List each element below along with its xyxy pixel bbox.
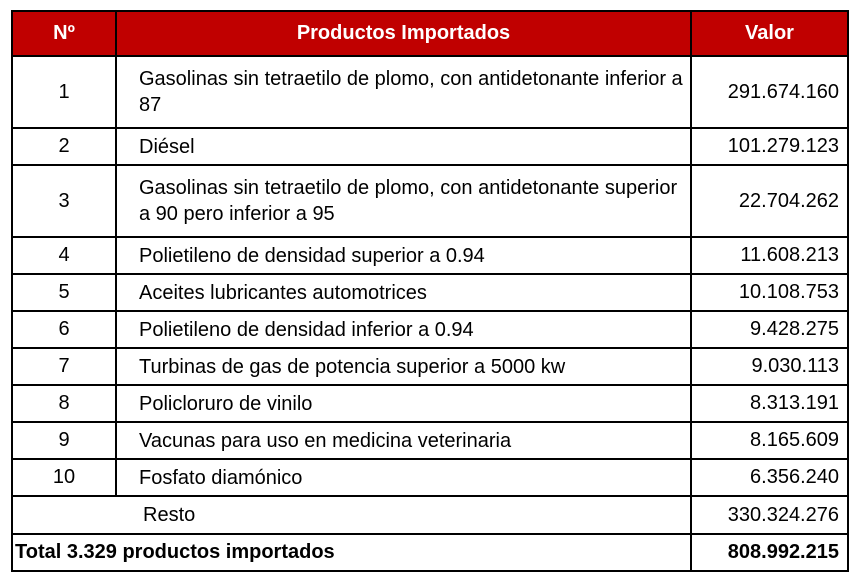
- table-row: [12, 311, 848, 348]
- row-product: Diésel: [116, 128, 691, 165]
- row-product: Vacunas para uso en medicina veterinaria: [116, 422, 691, 459]
- table-row: [12, 385, 848, 422]
- row-value: 22.704.262: [691, 165, 848, 237]
- table-row: [12, 237, 848, 274]
- header-product: Productos Importados: [116, 11, 691, 56]
- row-num: 3: [12, 165, 116, 237]
- total-row: [12, 534, 848, 571]
- imports-table-container: [11, 10, 849, 572]
- row-value: 291.674.160: [691, 56, 848, 128]
- header-value: Valor: [691, 11, 848, 56]
- table-row: [12, 459, 848, 496]
- row-num: 9: [12, 422, 116, 459]
- total-value: 808.992.215: [691, 534, 848, 571]
- row-num: 7: [12, 348, 116, 385]
- table-row: [12, 128, 848, 165]
- row-num: 10: [12, 459, 116, 496]
- row-product: Turbinas de gas de potencia superior a 5000 kw: [116, 348, 691, 385]
- row-product: Policloruro de vinilo: [116, 385, 691, 422]
- imports-table: [11, 10, 849, 572]
- resto-label: Resto: [12, 496, 691, 534]
- row-product: Gasolinas sin tetraetilo de plomo, con antidetonante inferior a 87: [116, 56, 691, 128]
- row-product: Polietileno de densidad superior a 0.94: [116, 237, 691, 274]
- table-header-row: [12, 11, 848, 56]
- row-num: 4: [12, 237, 116, 274]
- row-product: Gasolinas sin tetraetilo de plomo, con antidetonante superior a 90 pero inferior a 95: [116, 165, 691, 237]
- row-num: 8: [12, 385, 116, 422]
- row-value: 10.108.753: [691, 274, 848, 311]
- row-value: 9.428.275: [691, 311, 848, 348]
- row-product: Polietileno de densidad inferior a 0.94: [116, 311, 691, 348]
- row-product: Fosfato diamónico: [116, 459, 691, 496]
- row-value: 9.030.113: [691, 348, 848, 385]
- table-row: [12, 56, 848, 128]
- row-num: 6: [12, 311, 116, 348]
- row-value: 11.608.213: [691, 237, 848, 274]
- row-num: 2: [12, 128, 116, 165]
- table-row: [12, 422, 848, 459]
- table-row: [12, 274, 848, 311]
- row-num: 5: [12, 274, 116, 311]
- resto-value: 330.324.276: [691, 496, 848, 534]
- header-num: Nº: [12, 11, 116, 56]
- row-value: 8.313.191: [691, 385, 848, 422]
- table-row: [12, 165, 848, 237]
- row-num: 1: [12, 56, 116, 128]
- row-value: 6.356.240: [691, 459, 848, 496]
- row-product: Aceites lubricantes automotrices: [116, 274, 691, 311]
- row-value: 101.279.123: [691, 128, 848, 165]
- table-row: [12, 348, 848, 385]
- row-value: 8.165.609: [691, 422, 848, 459]
- resto-row: [12, 496, 848, 534]
- total-label: Total 3.329 productos importados: [12, 534, 691, 571]
